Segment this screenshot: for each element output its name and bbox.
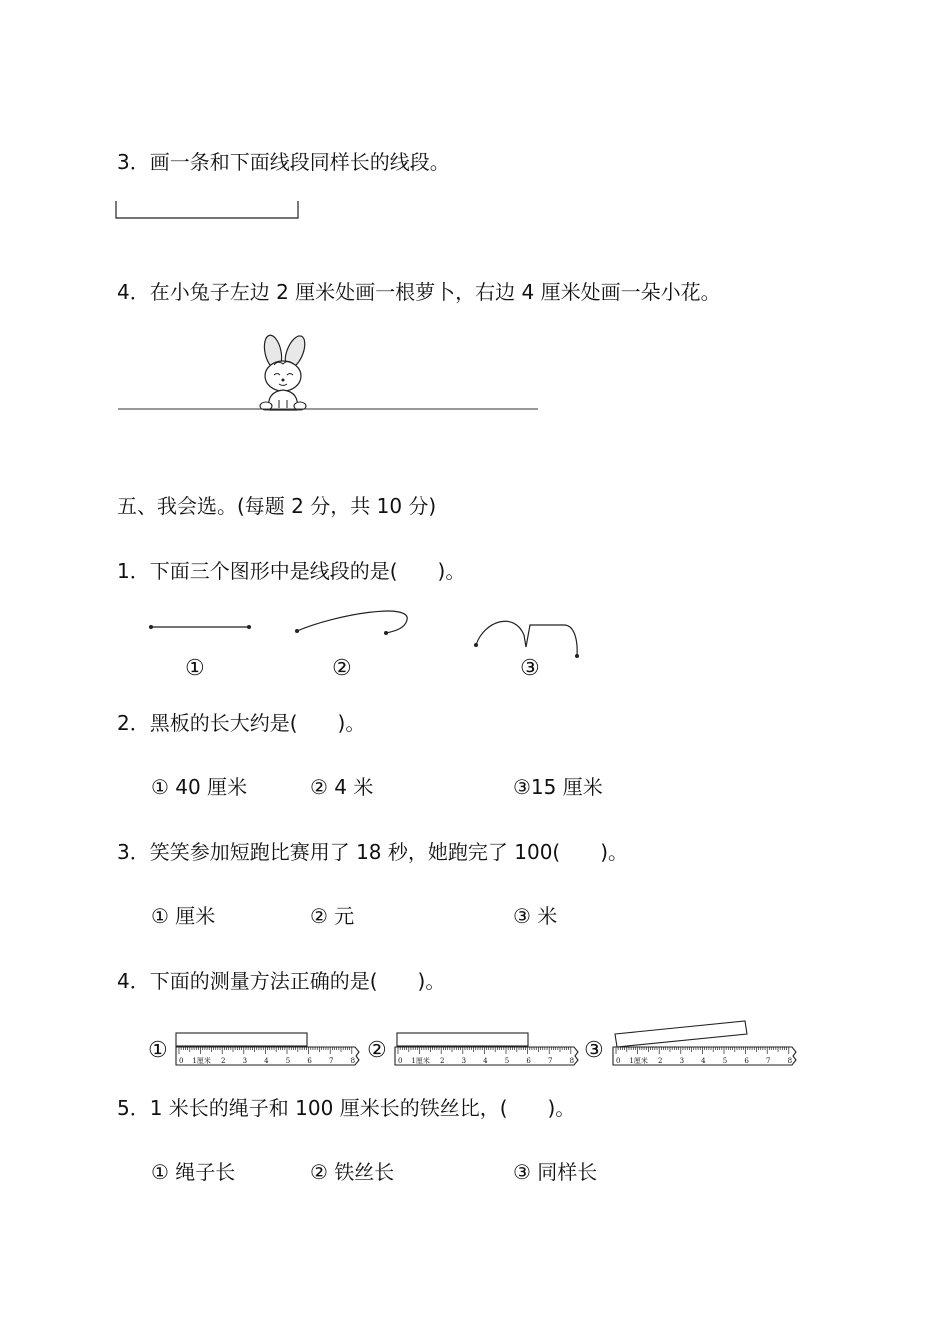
option-5-2-3[interactable]: ③15 厘米 [513,775,603,799]
figure-label-2: ② [332,656,352,681]
measure-label-2: ② [367,1038,387,1063]
measure-label-1: ① [148,1038,168,1063]
ruler-tick-label-1-1: 1厘米 [192,1057,211,1065]
ruler-tick-label-2-3: 3 [461,1057,467,1065]
ruler-tick-label-3-8: 8 [787,1057,793,1065]
ruler-tick-label-2-5: 5 [504,1057,510,1065]
ruler-2 [394,1046,580,1068]
option-5-5-1[interactable]: ① 绳子长 [151,1160,236,1184]
question-5-1-text: 1．下面三个图形中是线段的是( )。 [117,559,466,583]
ruler-tick-label-2-1: 1厘米 [411,1057,430,1065]
figure-label-1: ① [185,656,205,681]
given-segment [115,199,301,221]
ruler-tick-label-1-6: 6 [307,1057,312,1065]
ruler-tick-label-3-6: 6 [744,1057,749,1065]
ruler-tick-label-1-4: 4 [264,1057,269,1065]
option-5-5-3[interactable]: ③ 同样长 [513,1160,598,1184]
question-5-2-text: 2．黑板的长大约是( )。 [117,711,366,735]
rabbit-illustration [252,334,320,412]
option-5-3-3[interactable]: ③ 米 [513,904,558,928]
ruler-1 [175,1046,361,1068]
question-4-4-text: 4．在小兔子左边 2 厘米处画一根萝卜，右边 4 厘米处画一朵小花。 [117,280,721,304]
ruler-tick-label-2-2: 2 [439,1057,445,1065]
figure-curve [292,608,417,640]
ruler-tick-label-2-7: 7 [547,1057,553,1065]
option-5-2-1[interactable]: ① 40 厘米 [151,775,248,799]
option-5-3-2[interactable]: ② 元 [310,904,355,928]
ruler-tick-label-1-2: 2 [220,1057,226,1065]
ruler-tick-label-3-1: 1厘米 [629,1057,648,1065]
ruler-tick-label-2-6: 6 [526,1057,531,1065]
option-5-3-1[interactable]: ① 厘米 [151,904,216,928]
ruler-tick-label-3-7: 7 [765,1057,771,1065]
ruler-tick-label-2-8: 8 [569,1057,575,1065]
ruler-tick-label-3-0: 0 [616,1057,621,1065]
section-5-heading: 五、我会选。(每题 2 分，共 10 分) [117,494,437,518]
option-5-2-2[interactable]: ② 4 米 [310,775,374,799]
ruler-tick-label-3-5: 5 [722,1057,728,1065]
figure-line-segment [146,620,256,634]
ruler-tick-label-1-7: 7 [328,1057,334,1065]
ruler-tick-label-3-4: 4 [701,1057,706,1065]
ruler-tick-label-2-0: 0 [398,1057,403,1065]
measure-label-3: ③ [584,1038,604,1063]
ruler-tick-label-1-3: 3 [242,1057,248,1065]
question-4-3-text: 3．画一条和下面线段同样长的线段。 [117,150,450,174]
ruler-tick-label-3-3: 3 [679,1057,685,1065]
ruler-tick-label-2-4: 4 [483,1057,488,1065]
question-5-4-text: 4．下面的测量方法正确的是( )。 [117,969,446,993]
question-5-5-text: 5．1 米长的绳子和 100 厘米长的铁丝比，( )。 [117,1096,576,1120]
figure-arches [472,613,584,661]
question-5-3-text: 3．笑笑参加短跑比赛用了 18 秒，她跑完了 100( )。 [117,840,629,864]
ruler-tick-label-3-2: 2 [657,1057,663,1065]
ground-line [118,408,540,412]
ruler-tick-label-1-5: 5 [285,1057,291,1065]
pencil-bar-3-tilted [612,1018,752,1048]
option-5-5-2[interactable]: ② 铁丝长 [310,1160,395,1184]
figure-label-3: ③ [520,656,540,681]
ruler-3 [612,1046,798,1068]
ruler-tick-label-1-0: 0 [179,1057,184,1065]
ruler-tick-label-1-8: 8 [350,1057,356,1065]
